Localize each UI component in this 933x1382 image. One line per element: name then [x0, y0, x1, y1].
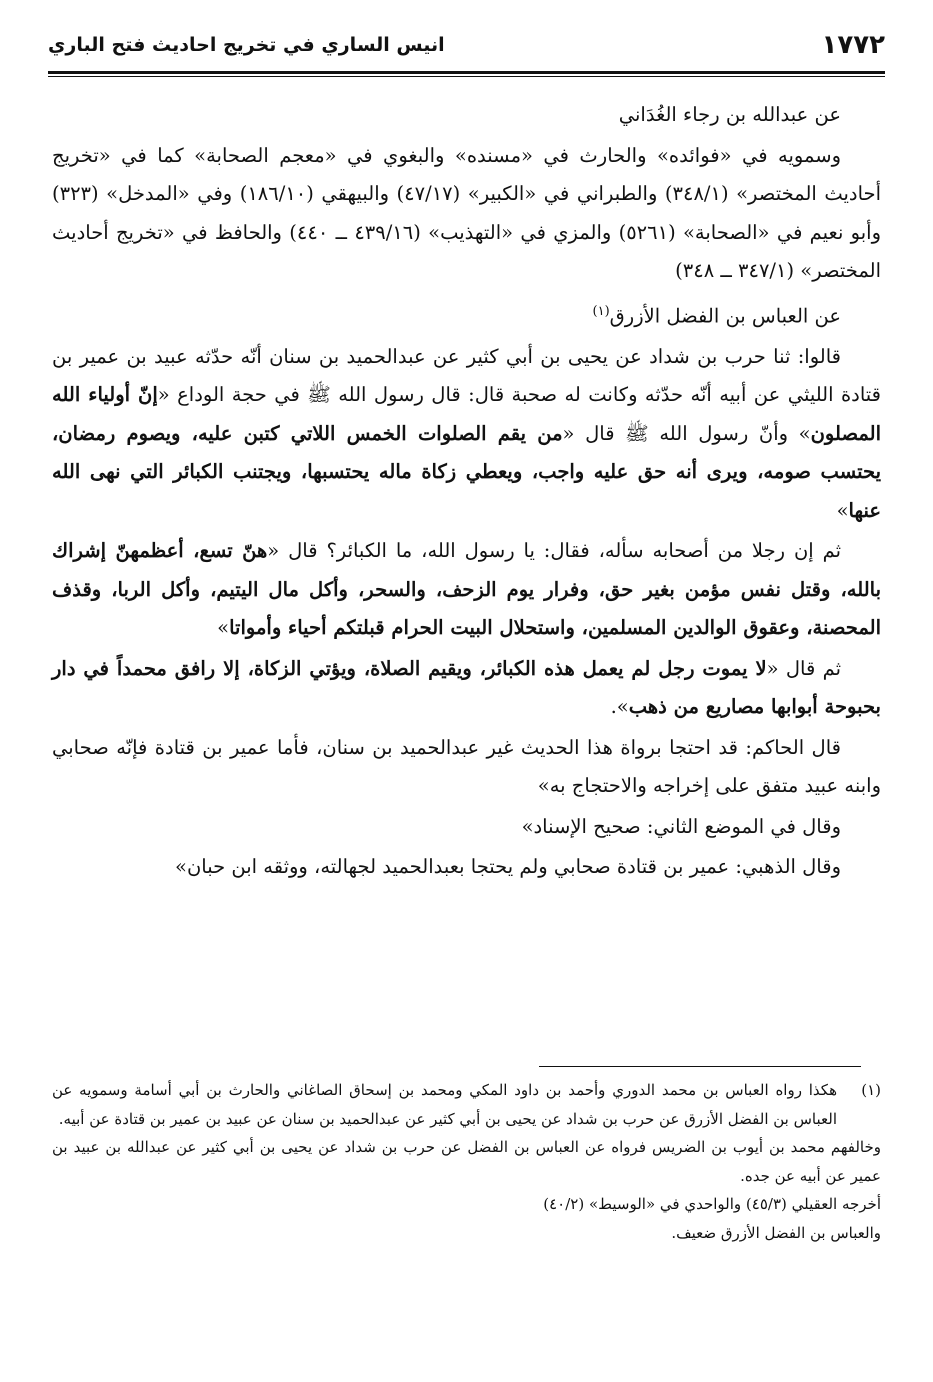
paragraph-4-bold-a: إنّ أولياء الله المصلون [52, 383, 882, 445]
footnote-marker: (١) [861, 1081, 881, 1099]
paragraph-1 [52, 96, 881, 135]
paragraph-6-bold: لا يموت رجل لم يعمل هذه الكبائر، ويقيم الصلاة، ويؤتي الزكاة، إلا رافق محمداً في دار بحبوحة أبوابها مصاريع من ذهب [52, 656, 881, 718]
paragraph-2 [52, 137, 881, 291]
footnote-2-text: وخالفهم محمد بن أيوب بن الضريس فرواه عن العباس بن الفضل عن حرب بن شداد عن يحيى بن أبي كثير عن عبدالله بن عبيد بن عمير عن أبيه عن جده. [52, 1138, 881, 1185]
paragraph-2-text: وسمويه في «فوائده» والحارث في «مسنده» والبغوي في «معجم الصحابة» كما في «تخريج أحاديث المختصر» (٣٤٨/١) والطبراني في «الكبير» (٤٧/١٧) والبيهقي (١٨٦/١٠) وفي «المدخل» (٣٢٣) وأبو نعيم في «الصحابة» (٥٢٦١) والمزي في «التهذيب» (٤٣٩/١٦ ــ ٤٤٠) والحافظ في «تخريج أحاديث المختصر» (٣٤٧/١ ــ ٣٤٨) [52, 143, 881, 282]
paragraph-4-text-c: » [836, 498, 849, 522]
paragraph-5 [52, 532, 881, 648]
paragraph-6-text-a: ثم قال « [766, 656, 842, 680]
footnote-reference: (١) [592, 303, 610, 319]
paragraph-4 [52, 338, 881, 531]
main-text [52, 96, 881, 889]
paragraph-9 [52, 848, 881, 887]
page-number: ١٧٧٢ [821, 30, 885, 60]
footnote-rule [539, 1066, 861, 1067]
footnotes [52, 1076, 881, 1247]
paragraph-9-text: وقال الذهبي: عمير بن قتادة صحابي ولم يحتجا بعبدالحميد لجهالته، ووثقه ابن حبان» [175, 855, 841, 878]
footnote-1-cont-c [52, 1219, 881, 1248]
paragraph-8 [52, 808, 881, 847]
paragraph-5-text-a: ثم إن رجلا من أصحابه سأله، فقال: يا رسول الله، ما الكبائر؟ قال « [267, 539, 841, 562]
page-header [48, 28, 885, 72]
paragraph-8-text: وقال في الموضع الثاني: صحيح الإسناد» [521, 814, 841, 838]
footnote-1-text: هكذا رواه العباس بن محمد الدوري وأحمد بن داود المكي ومحمد بن إسحاق الصاغاني والحارث بن أبي أسامة وسمويه عن العباس بن الفضل الأزرق عن حرب بن شداد عن يحيى بن أبي كثير عن عبدالحميد بن سنان عن عبيد بن عمير بن قتادة عن أبيه. [52, 1081, 837, 1128]
running-title: انيس الساري في تخريج احاديث فتح الباري [48, 34, 445, 56]
paragraph-5-text-b: » [217, 616, 230, 639]
paragraph-4-text-b: » وأنّ رسول الله ﷺ قال « [562, 421, 811, 445]
footnote-1-cont-a [52, 1133, 881, 1190]
paragraph-3-text: عن العباس بن الفضل الأزرق [609, 304, 841, 327]
paragraph-1-text: عن عبدالله بن رجاء الغُدَاني [618, 103, 841, 126]
footnote-1 [52, 1076, 881, 1133]
paragraph-6 [52, 650, 881, 727]
footnote-3-text: أخرجه العقيلي (٤٥/٣) والواحدي في «الوسيط» (٤٠/٢) [543, 1195, 881, 1213]
paragraph-4-text-a: قالوا: ثنا حرب بن شداد عن يحيى بن أبي كثير عن عبدالحميد بن سنان أنّه حدّثه عبيد بن عمير بن قتادة الليثي عن أبيه أنّه حدّثه وكانت له صحبة قال: قال رسول الله ﷺ في حجة الوداع « [52, 344, 882, 406]
paragraph-5-bold: هنّ تسع، أعظمهنّ إشراك بالله، وقتل نفس مؤمن بغير حق، وفرار يوم الزحف، والسحر، وأكل مال اليتيم، وأكل الربا، وقذف المحصنة، وعقوق الوالدين المسلمين، واستحلال البيت الحرام قبلتكم أحياء وأمواتا [52, 539, 881, 639]
paragraph-6-text-b: ». [610, 695, 629, 718]
header-rule [48, 71, 885, 77]
footnote-1-cont-b [52, 1190, 881, 1219]
footnote-4-text: والعباس بن الفضل الأزرق ضعيف. [671, 1223, 881, 1242]
paragraph-4-bold-b: من يقم الصلوات الخمس اللاتي كتبن عليه، ويصوم رمضان، يحتسب صومه، ويرى أنه حق عليه واجب، ويعطي زكاة ماله يحتسبها، ويجتنب الكبائر التي نهى الله عنها [52, 421, 881, 522]
paragraph-7 [52, 729, 881, 806]
paragraph-3 [52, 293, 881, 336]
paragraph-7-text: قال الحاكم: قد احتجا برواة هذا الحديث غير عبدالحميد بن سنان، فأما عمير بن قتادة فإنّه صحابي وابنه عبيد متفق على إخراجه والاحتجاج به» [52, 735, 881, 797]
